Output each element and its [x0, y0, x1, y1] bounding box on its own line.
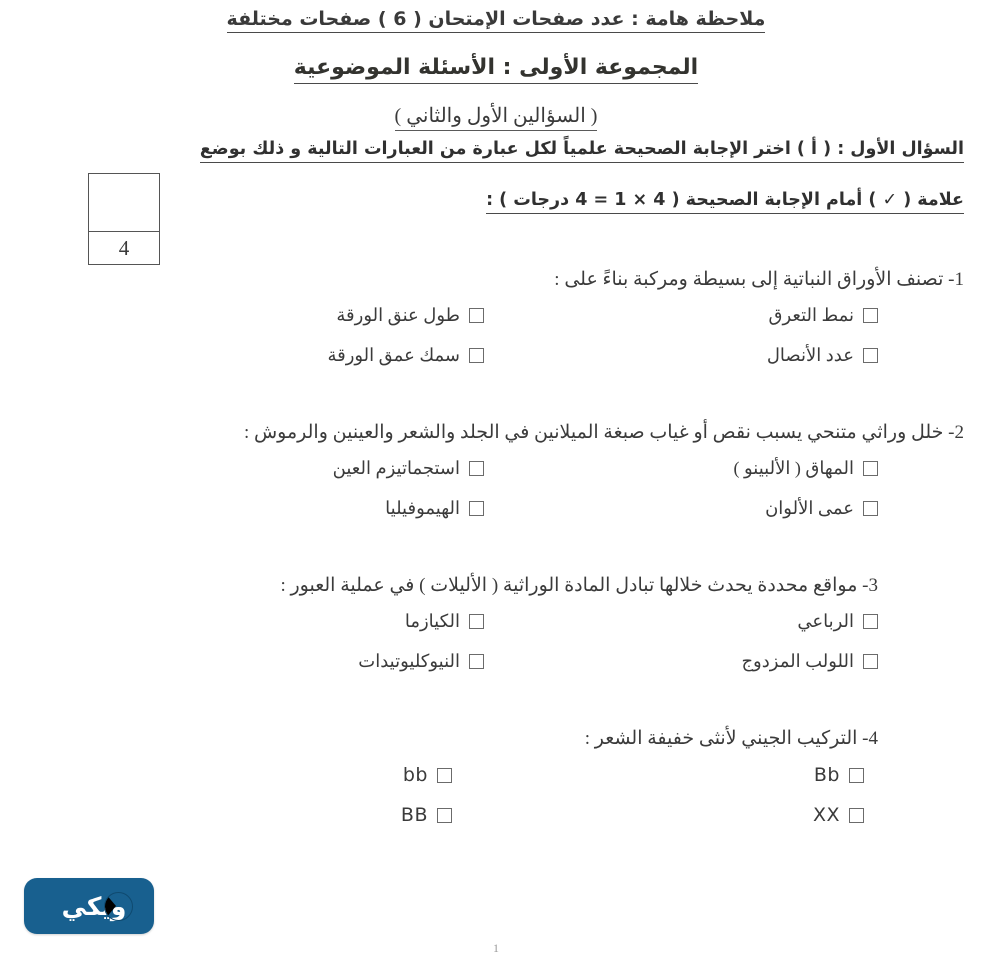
- question-1-option-3[interactable]: [336, 305, 484, 326]
- page-number: 1: [493, 941, 499, 955]
- question-one-heading-line2-text: علامة ( ✓ ) أمام الإجابة الصحيحة ( 4 × 1 = 4 درجات ) :: [486, 190, 964, 214]
- question-3-option-4[interactable]: [358, 651, 484, 672]
- note-suffix: ) صفحات مختلفة: [226, 8, 387, 30]
- question-one-heading-line1: [120, 139, 964, 163]
- note-pages-count: 6: [393, 8, 407, 30]
- option-label: النيوكليوتيدات: [358, 651, 460, 671]
- question-2-options: [28, 458, 964, 532]
- exam-note: [0, 8, 992, 33]
- question-3: [28, 574, 964, 685]
- site-logo-text: ويكي: [61, 891, 127, 921]
- option-label: XX: [812, 804, 840, 826]
- question-1: [28, 268, 964, 379]
- question-2-option-4[interactable]: [385, 498, 484, 519]
- option-label: اللولب المزدوج: [741, 651, 854, 671]
- group-subtitle: [0, 103, 992, 131]
- question-4-option-4[interactable]: [401, 804, 452, 826]
- question-2-stem: 2- خلل وراثي متنحي يسبب نقص أو غياب صبغة الميلانين في الجلد والشعر والعينين والرموش :: [243, 422, 964, 443]
- option-label: الرباعي: [797, 611, 854, 631]
- checkbox-icon[interactable]: [469, 348, 484, 363]
- option-label: نمط التعرق: [768, 305, 854, 325]
- question-3-option-2[interactable]: [741, 651, 878, 672]
- question-4-options: [28, 764, 964, 838]
- checkbox-icon[interactable]: [863, 501, 878, 516]
- checkbox-icon[interactable]: [863, 654, 878, 669]
- checkbox-icon[interactable]: [469, 654, 484, 669]
- site-logo[interactable]: [24, 878, 154, 934]
- checkbox-icon[interactable]: [469, 308, 484, 323]
- question-3-options: [28, 611, 964, 685]
- checkbox-icon[interactable]: [469, 501, 484, 516]
- checkbox-icon[interactable]: [469, 461, 484, 476]
- checkbox-icon[interactable]: [863, 614, 878, 629]
- score-box: [88, 173, 160, 265]
- option-label: الهيموفيليا: [385, 498, 460, 518]
- question-4: [28, 727, 964, 838]
- score-box-top-cell: [89, 174, 159, 232]
- question-2: [28, 421, 964, 532]
- kuwait-flag-icon: [104, 892, 133, 921]
- option-label: عمى الألوان: [765, 498, 854, 518]
- question-1-option-4[interactable]: [327, 345, 484, 366]
- option-label: BB: [400, 804, 428, 826]
- question-1-option-1[interactable]: [769, 305, 879, 326]
- question-2-option-3[interactable]: [333, 458, 484, 479]
- checkbox-icon[interactable]: [469, 614, 484, 629]
- question-4-option-2[interactable]: [813, 804, 864, 826]
- group-title: [0, 55, 992, 84]
- checkbox-icon[interactable]: [863, 308, 878, 323]
- question-3-stem: 3- مواقع محددة يحدث خلالها تبادل المادة الوراثية ( الأليلات ) في عملية العبور :: [280, 575, 878, 596]
- option-label: الكيازما: [404, 611, 460, 631]
- checkbox-icon[interactable]: [437, 808, 452, 823]
- question-3-option-1[interactable]: [797, 611, 878, 632]
- checkbox-icon[interactable]: [849, 768, 864, 783]
- option-label: استجماتيزم العين: [332, 458, 460, 478]
- note-prefix: ملاحظة هامة : عدد صفحات الإمتحان (: [413, 8, 766, 30]
- group-title-text: المجموعة الأولى : الأسئلة الموضوعية: [294, 55, 698, 84]
- question-4-option-3[interactable]: [403, 764, 452, 786]
- question-4-option-1[interactable]: [814, 764, 864, 786]
- checkbox-icon[interactable]: [437, 768, 452, 783]
- checkbox-icon[interactable]: [849, 808, 864, 823]
- checkbox-icon[interactable]: [863, 348, 878, 363]
- option-label: bb: [402, 764, 428, 786]
- question-1-option-2[interactable]: [767, 345, 878, 366]
- question-1-stem: 1- تصنف الأوراق النباتية إلى بسيطة ومركبة بناءً على :: [554, 269, 964, 290]
- group-subtitle-text: ( السؤالين الأول والثاني ): [395, 103, 598, 131]
- question-4-stem: 4- التركيب الجيني لأنثى خفيفة الشعر :: [584, 728, 878, 749]
- question-2-option-1[interactable]: [734, 458, 878, 479]
- option-label: المهاق ( الألبينو ): [733, 458, 854, 478]
- question-3-option-3[interactable]: [405, 611, 484, 632]
- question-one-heading-line2: [190, 190, 964, 214]
- checkbox-icon[interactable]: [863, 461, 878, 476]
- question-2-option-2[interactable]: [765, 498, 878, 519]
- option-label: طول عنق الورقة: [336, 305, 460, 325]
- score-box-bottom-cell: 4: [118, 235, 130, 260]
- question-1-options: [28, 305, 964, 379]
- option-label: عدد الأنصال: [766, 345, 854, 365]
- option-label: Bb: [813, 764, 840, 786]
- option-label: سمك عمق الورقة: [327, 345, 460, 365]
- question-one-heading-line1-text: السؤال الأول : ( أ ) اختر الإجابة الصحيحة علمياً لكل عبارة من العبارات التالية و ذلك بوضع: [200, 139, 964, 163]
